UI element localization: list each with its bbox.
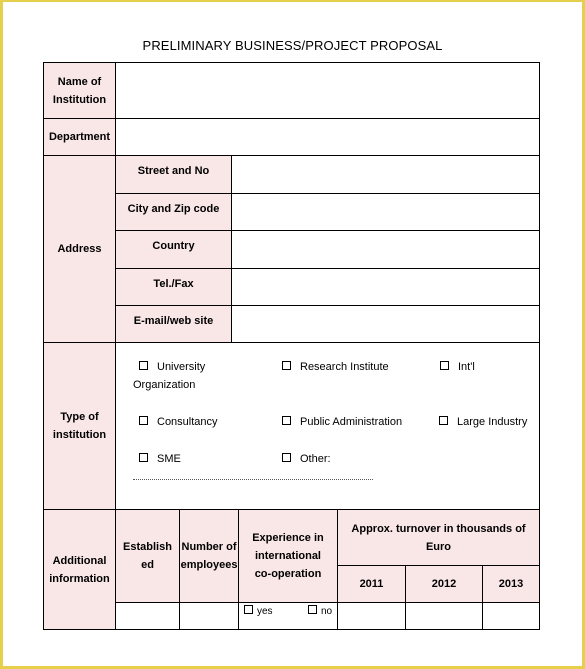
country-text: Country [152, 240, 195, 252]
established-field[interactable] [115, 602, 180, 630]
checkbox-icon [139, 453, 148, 462]
option-large-industry[interactable] [439, 413, 527, 431]
checkbox-icon [244, 605, 253, 614]
address-label [43, 155, 116, 343]
year-2011-header [337, 565, 406, 603]
checkbox-icon [139, 361, 148, 370]
address-text: Address [57, 243, 102, 255]
checkbox-icon [439, 416, 448, 425]
option-public-administration[interactable] [282, 413, 402, 431]
option-university-label: University [157, 361, 206, 373]
year-2011-text: 2011 [359, 578, 384, 590]
experience-header [238, 509, 338, 603]
telfax-label [115, 268, 232, 306]
other-fill-line[interactable] [133, 479, 373, 480]
department-label [43, 118, 116, 156]
turnover-header [337, 509, 540, 566]
email-web-text: E-mail/web site [133, 315, 214, 327]
year-2013-text: 2013 [498, 578, 524, 590]
employees-field[interactable] [179, 602, 239, 630]
additional-information-label [43, 509, 116, 630]
additional-information-text: Additional information [49, 554, 110, 585]
established-text: Established [123, 541, 172, 571]
option-public-admin-label: Public Administration [300, 416, 403, 428]
telfax-field[interactable] [231, 268, 540, 306]
checkbox-icon [282, 361, 291, 370]
department-text: Department [48, 131, 111, 143]
name-of-institution-field[interactable] [115, 62, 540, 119]
employees-text: Number of employees [180, 541, 238, 571]
option-university[interactable] [139, 358, 205, 376]
form-title: PRELIMINARY BUSINESS/PROJECT PROPOSAL [142, 38, 443, 53]
checkbox-icon [308, 605, 317, 614]
option-consultancy[interactable] [139, 413, 218, 431]
checkbox-icon [282, 416, 291, 425]
checkbox-icon [440, 361, 449, 370]
country-field[interactable] [231, 230, 540, 269]
name-of-institution-text: Name of Institution [52, 75, 107, 106]
option-intl[interactable] [440, 358, 475, 376]
cooperation-no-label: no [321, 606, 333, 617]
city-zip-field[interactable] [231, 193, 540, 231]
department-field[interactable] [115, 118, 540, 156]
street-field[interactable] [231, 155, 540, 194]
option-research-label: Research Institute [300, 361, 389, 373]
established-header [115, 509, 180, 603]
turnover-text: Approx. turnover in thousands of Euro [351, 522, 526, 553]
experience-text: Experience in international co-operation [252, 532, 324, 580]
turnover-2013-field[interactable] [482, 602, 540, 630]
telfax-text: Tel./Fax [153, 278, 194, 290]
year-2012-header [405, 565, 483, 603]
email-web-field[interactable] [231, 305, 540, 343]
checkbox-icon [282, 453, 291, 462]
option-research-institute[interactable] [282, 358, 389, 376]
option-university-line2: Organization [133, 379, 196, 391]
city-zip-text: City and Zip code [127, 203, 220, 215]
turnover-2011-field[interactable] [337, 602, 406, 630]
street-text: Street and No [137, 165, 210, 177]
option-other-label: Other: [300, 453, 331, 465]
country-label [115, 230, 232, 269]
year-2012-text: 2012 [431, 578, 457, 590]
email-web-label [115, 305, 232, 343]
city-zip-label [115, 193, 232, 231]
year-2013-header [482, 565, 540, 603]
option-other[interactable] [282, 450, 331, 468]
cooperation-no-option[interactable] [308, 603, 332, 621]
street-label [115, 155, 232, 194]
option-consultancy-label: Consultancy [157, 416, 218, 428]
employees-header [179, 509, 239, 603]
cooperation-yes-label: yes [257, 606, 273, 617]
option-intl-label: Int'l [458, 361, 475, 373]
turnover-2012-field[interactable] [405, 602, 483, 630]
type-of-institution-label [43, 342, 116, 510]
option-large-industry-label: Large Industry [457, 416, 528, 428]
name-of-institution-label [43, 62, 116, 119]
option-sme[interactable] [139, 450, 181, 468]
type-of-institution-text: Type of institution [52, 411, 107, 441]
option-sme-label: SME [157, 453, 181, 465]
cooperation-yes-option[interactable] [244, 603, 273, 621]
checkbox-icon [139, 416, 148, 425]
